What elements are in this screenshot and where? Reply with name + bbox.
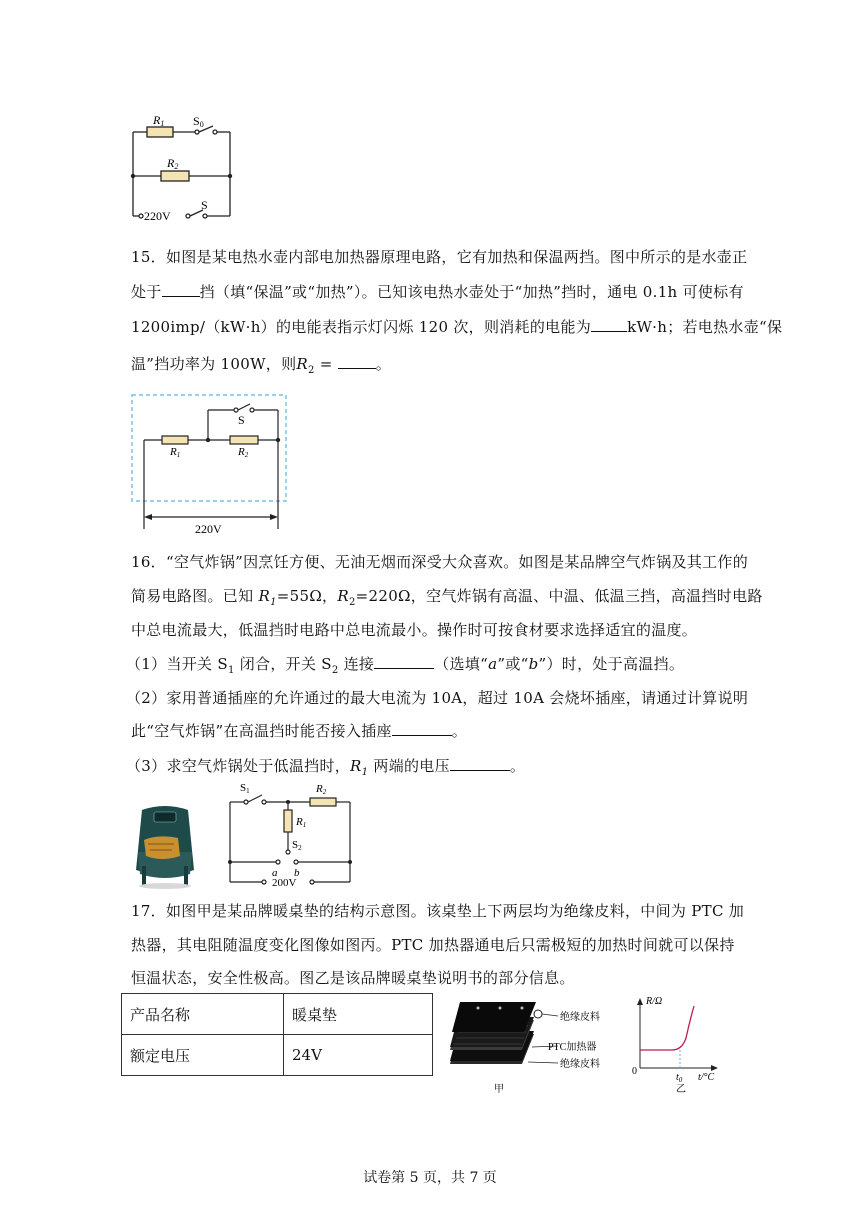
table-cell: 24V (284, 1035, 433, 1076)
svg-text:S1: S1 (240, 782, 250, 795)
jia-label-ptc: PTC加热器 (548, 1042, 597, 1053)
svg-text:R1: R1 (170, 446, 181, 459)
q15-line-1: 15．如图是某电热水壶内部电加热器原理电路，它有加热和保温两挡。图中所示的是水壶正 (131, 248, 748, 266)
table-row (122, 994, 433, 1035)
q16-part-1: （1）当开关 $S_1$ 闭合，开关 $S_2$ 连接 （选填“a”或“b”）时，处于高温挡。 (126, 655, 685, 676)
table-cell: 额定电压 (122, 1035, 284, 1076)
q16-part-2-line-2: 此“空气炸锅”在高温挡时能否接入插座 。 (131, 722, 468, 740)
q16-line-2: 简易电路图。已知 $R_1=55\Omega$，$R_2=220\Omega$，空气炸锅有高温、中温、低温三挡，高温挡时电路 (131, 587, 763, 608)
q15-r1-label: R (170, 446, 177, 458)
q15-voltage-label: 220V (195, 522, 222, 536)
table-cell: 产品名称 (122, 994, 284, 1035)
yi-t0-label: t (676, 1072, 679, 1083)
table-row (122, 1035, 433, 1076)
q14-s0-label: S (193, 114, 200, 128)
air-fryer-image (128, 800, 203, 892)
page-footer: 试卷第 5 页，共 7 页 (363, 1170, 497, 1186)
q15-line-3: 1200imp/（kW·h）的电能表指示灯闪烁 120 次，则消耗的电能为 kW·h；若电热水壶“保 (131, 318, 783, 336)
q14-voltage-label: 220V (144, 209, 171, 223)
q16-line-3: 中总电流最大，低温挡时电路中总电流最小。操作时可按食材要求选择适宜的温度。 (131, 621, 698, 639)
q16-s2-label: S (292, 839, 299, 851)
svg-text:R1: R1 (153, 113, 165, 128)
svg-text:R2: R2 (238, 446, 249, 459)
q16-line-1: 16．“空气炸锅”因烹饪方便、无油无烟而深受大众喜欢。如图是某品牌空气炸锅及其工作的 (131, 553, 749, 571)
yi-xlabel: t/°C (698, 1072, 715, 1083)
q15-line-4: 温”挡功率为 100W，则$R_2$ = 。 (131, 355, 391, 376)
figure-yi-resistance-graph (628, 994, 728, 1096)
q15-s-label: S (238, 413, 245, 427)
q16-blank-2[interactable] (392, 721, 452, 736)
yi-caption: 乙 (676, 1084, 686, 1095)
q16-blank-1[interactable] (374, 654, 434, 669)
svg-text:S2: S2 (292, 839, 302, 852)
spec-table (121, 993, 433, 1076)
q15-blank-2[interactable] (591, 317, 627, 332)
q16-voltage-label: 200V (272, 877, 297, 889)
q17-line-3: 恒温状态，安全性极高。图乙是该品牌暖桌垫说明书的部分信息。 (131, 969, 575, 987)
q16-r1-label: R (296, 816, 303, 828)
jia-label-bottom: 绝缘皮料 (560, 1059, 600, 1070)
q15-blank-3[interactable] (338, 354, 376, 369)
q15-blank-1[interactable] (162, 282, 200, 297)
q15-circuit-diagram (128, 393, 293, 538)
q16-terminal-b: b (294, 867, 300, 879)
q17-line-2: 热器，其电阻随温度变化图像如图丙。PTC 加热器通电后只需极短的加热时间就可以保持 (131, 936, 735, 954)
q16-blank-3[interactable] (450, 756, 510, 771)
q14-r2-label: R (167, 156, 175, 170)
figure-jia-mat-structure (448, 1006, 624, 1096)
q16-terminal-a: a (272, 867, 278, 879)
q16-r2-label: R (316, 783, 323, 795)
svg-text:S0: S0 (193, 114, 204, 129)
q14-s-label: S (201, 198, 208, 212)
q15-r2-label: R (238, 446, 245, 458)
q16-part-3: （3）求空气炸锅处于低温挡时，$R_1$ 两端的电压 。 (126, 757, 526, 778)
table-cell: 暖桌垫 (284, 994, 433, 1035)
jia-label-top: 绝缘皮料 (560, 1012, 600, 1023)
q14-r1-label: R (153, 113, 161, 127)
svg-text:R2: R2 (167, 156, 179, 171)
q16-s1-label: S (240, 782, 247, 794)
yi-origin: 0 (632, 1066, 637, 1077)
q14-circuit-diagram (125, 112, 240, 227)
q16-part-2-line-1: （2）家用普通插座的允许通过的最大电流为 10A，超过 10A 会烧坏插座，请通过计算说明 (126, 689, 749, 707)
q16-circuit-diagram (224, 780, 356, 890)
svg-text:t0: $t_0$ (676, 1072, 683, 1084)
q17-line-1: 17．如图甲是某品牌暖桌垫的结构示意图。该桌垫上下两层均为绝缘皮料，中间为 PTC 加 (131, 902, 745, 920)
jia-caption: 甲 (494, 1084, 504, 1095)
svg-text:R2: R2 (316, 783, 327, 796)
yi-ylabel: R/Ω (646, 996, 663, 1007)
svg-text:R1: R1 (296, 816, 307, 829)
q15-line-2: 处于 挡（填“保温”或“加热”）。已知该电热水壶处于“加热”挡时，通电 0.1h 可使标有 (131, 283, 744, 301)
